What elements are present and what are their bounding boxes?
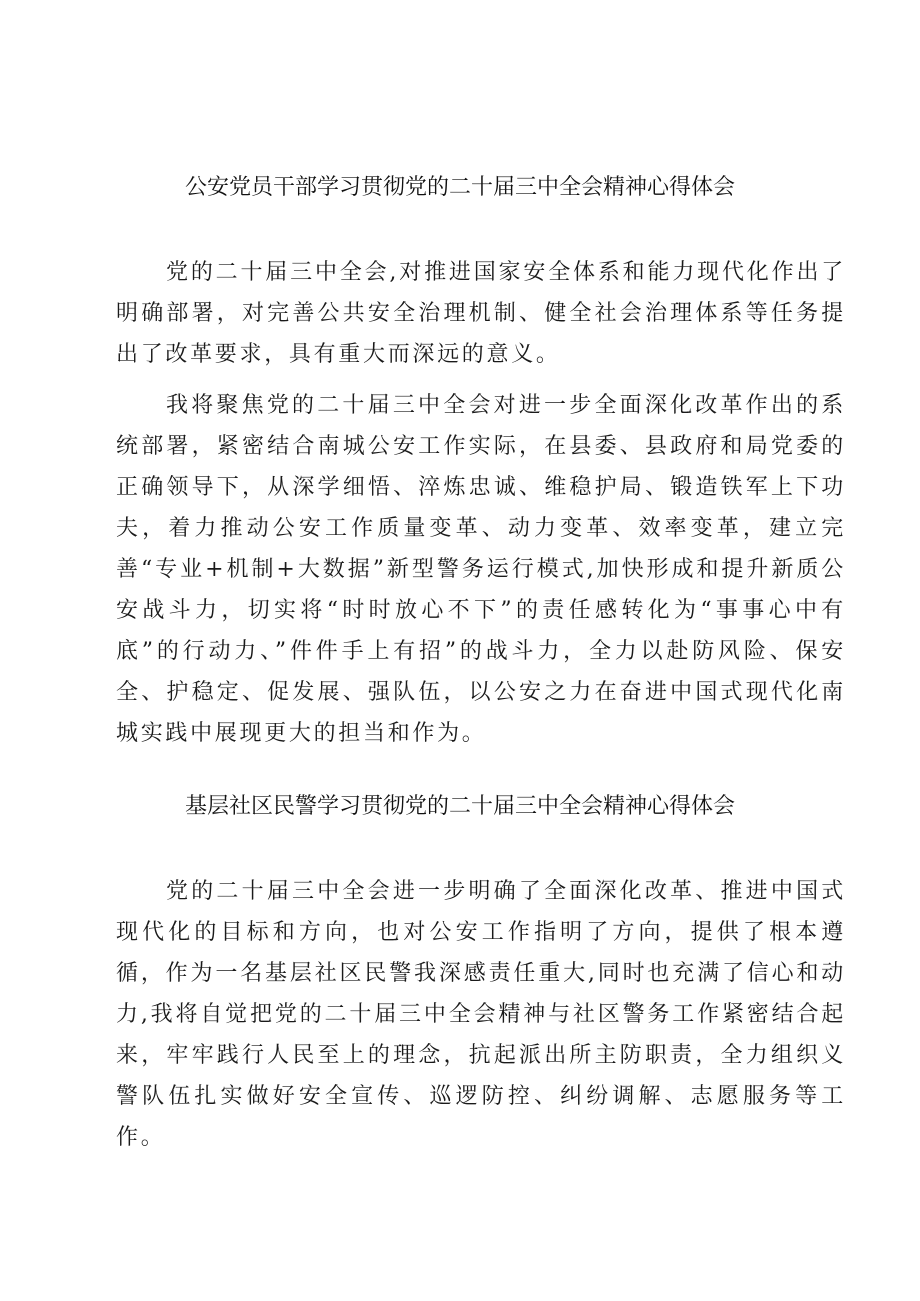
- section-2-paragraph-1: 党的二十届三中全会进一步明确了全面深化改革、推进中国式现代化的目标和方向，也对公安工作指明了方向，提供了根本遵循，作为一名基层社区民警我深感责任重大,同时也充满了信心和动力,我将自觉把党的二十届三中全会精神与社区警务工作紧密结合起来，牢牢践行人民至上的理念，抗起派出所主防职责，全力组织义警队伍扎实做好安全宣传、巡逻防控、纠纷调解、志愿服务等工作。: [116, 879, 846, 1150]
- section-1-paragraph-1: 党的二十届三中全会,对推进国家安全体系和能力现代化作出了明确部署，对完善公共安全治理机制、健全社会治理体系等任务提出了改革要求，具有重大而深远的意义。: [116, 260, 846, 367]
- section-title-community-police: 基层社区民警学习贯彻党的二十届三中全会精神心得体会: [184, 794, 735, 819]
- section-1-paragraph-2: 我将聚焦党的二十届三中全会对进一步全面深化改革作出的系统部署，紧密结合南城公安工作实际，在县委、县政府和局党委的正确领导下，从深学细悟、淬炼忠诚、维稳护局、锻造铁军上下功夫，着力推动公安工作质量变革、动力变革、效率变革，建立完善“专业+机制+大数据”新型警务运行模式,加快形成和提升新质公安战斗力，切实将“时时放心不下”的责任感转化为“事事心中有底”的行动力、”件件手上有招”的战斗力，全力以赴防风险、保安全、护稳定、促发展、强队伍，以公安之力在奋进中国式现代化南城实践中展现更大的担当和作为。: [116, 393, 846, 746]
- section-title-police-cadres: 公安党员干部学习贯彻党的二十届三中全会精神心得体会: [184, 175, 735, 200]
